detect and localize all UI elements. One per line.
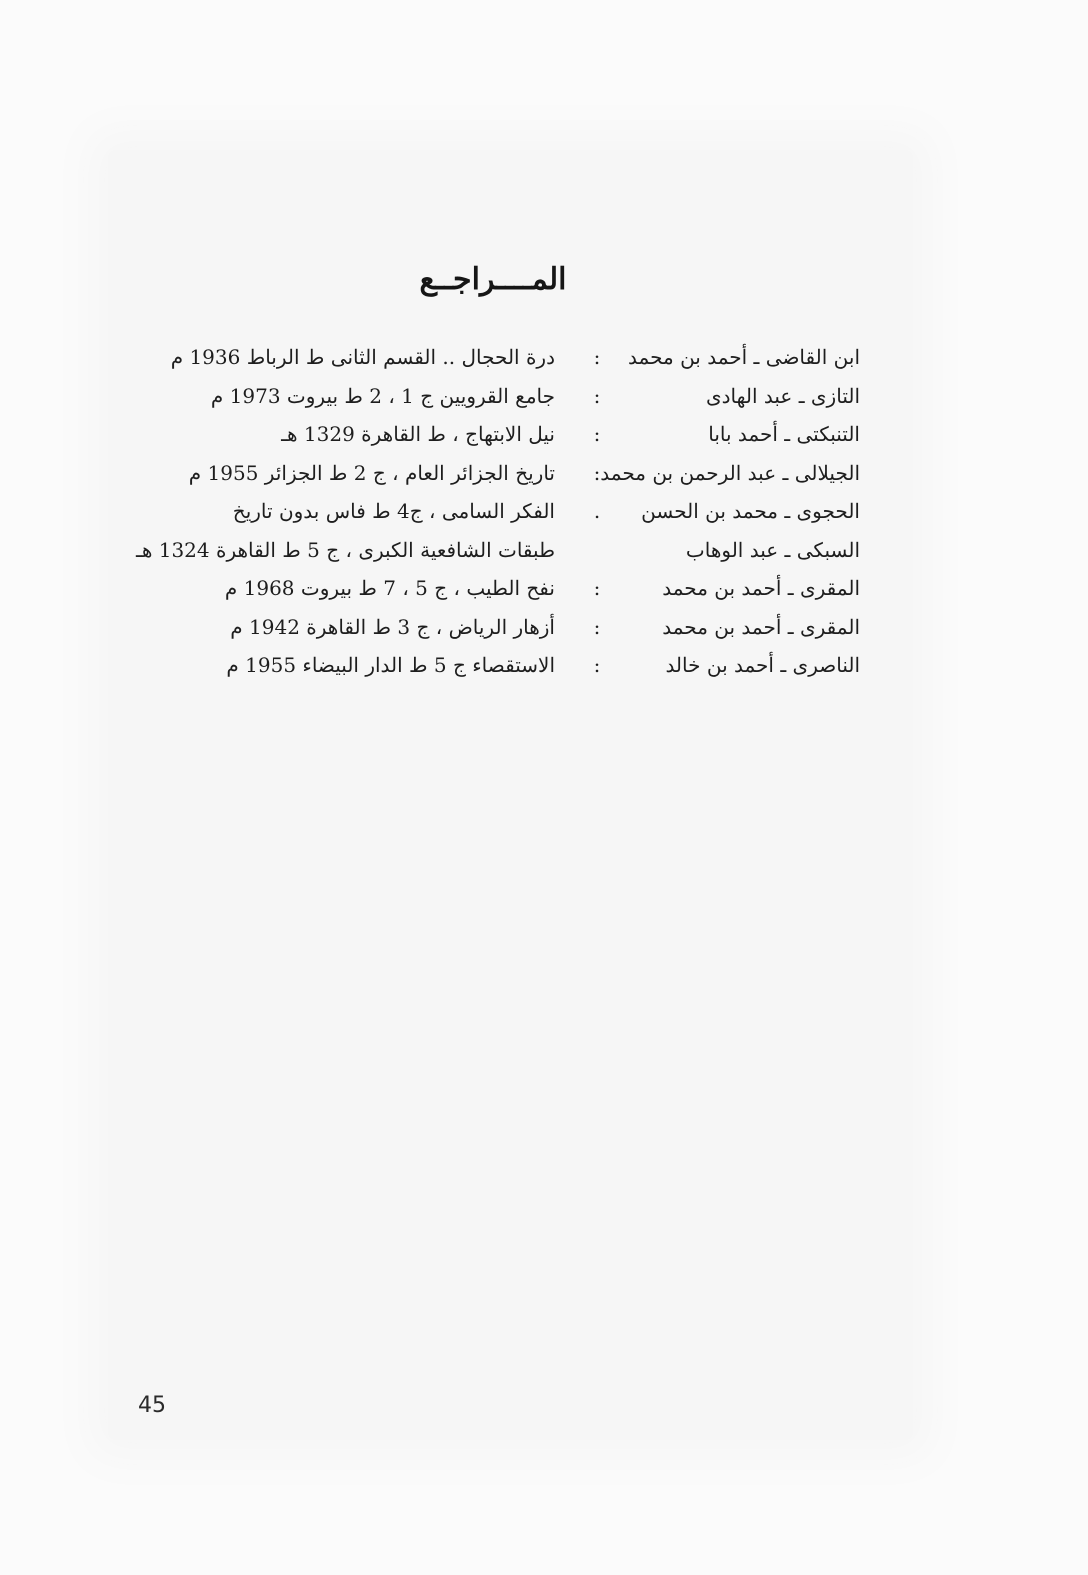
reference-work: نفح الطيب ، ج 5 ، 7 ط بيروت 1968 م <box>224 576 555 600</box>
reference-author: الجيلالى ـ عبد الرحمن بن محمد <box>600 460 860 485</box>
reference-author: المقرى ـ أحمد بن محمد <box>662 576 860 600</box>
reference-author: الحجوى ـ محمد بن الحسن <box>641 499 860 523</box>
reference-separator: : <box>593 383 601 408</box>
reference-author: التنبكتى ـ أحمد بابا <box>708 422 860 446</box>
reference-row <box>120 531 860 570</box>
reference-author: الناصرى ـ أحمد بن خالد <box>665 653 860 677</box>
reference-author: السبكى ـ عبد الوهاب <box>685 537 860 562</box>
page-number: 45 <box>138 1393 166 1418</box>
reference-row <box>120 377 860 416</box>
reference-work: تاريخ الجزائر العام ، ج 2 ط الجزائر 1955 م <box>188 460 555 485</box>
reference-author: التازى ـ عبد الهادى <box>705 383 860 408</box>
reference-author: المقرى ـ أحمد بن محمد <box>662 614 860 639</box>
reference-separator: : <box>593 576 601 600</box>
reference-separator: : <box>593 422 601 446</box>
reference-row <box>120 338 860 377</box>
reference-row <box>120 492 860 531</box>
reference-work: أزهار الرياض ، ج 3 ط القاهرة 1942 م <box>230 614 555 639</box>
reference-separator: : <box>593 653 601 677</box>
reference-row <box>120 454 860 493</box>
reference-work: الفكر السامى ، ج4 ط فاس بدون تاريخ <box>232 499 555 523</box>
reference-separator: : <box>593 460 601 485</box>
reference-row <box>120 646 860 685</box>
reference-list <box>120 338 860 685</box>
reference-row <box>120 608 860 647</box>
page-title: المــــراجــع <box>419 262 567 297</box>
reference-separator: : <box>593 345 601 369</box>
reference-work: الاستقصاء ج 5 ط الدار البيضاء 1955 م <box>226 653 555 677</box>
reference-work: نيل الابتهاج ، ط القاهرة 1329 هـ <box>281 422 555 446</box>
reference-work: جامع القرويين ج 1 ، 2 ط بيروت 1973 م <box>210 383 555 408</box>
reference-row <box>120 569 860 608</box>
reference-row <box>120 415 860 454</box>
reference-author: ابن القاضى ـ أحمد بن محمد <box>628 345 860 369</box>
reference-work: درة الحجال .. القسم الثانى ط الرباط 1936 م <box>170 345 555 369</box>
reference-work: طبقات الشافعية الكبرى ، ج 5 ط القاهرة 1324 هـ <box>135 537 555 562</box>
reference-separator: . <box>593 499 601 523</box>
reference-separator: : <box>593 614 601 639</box>
